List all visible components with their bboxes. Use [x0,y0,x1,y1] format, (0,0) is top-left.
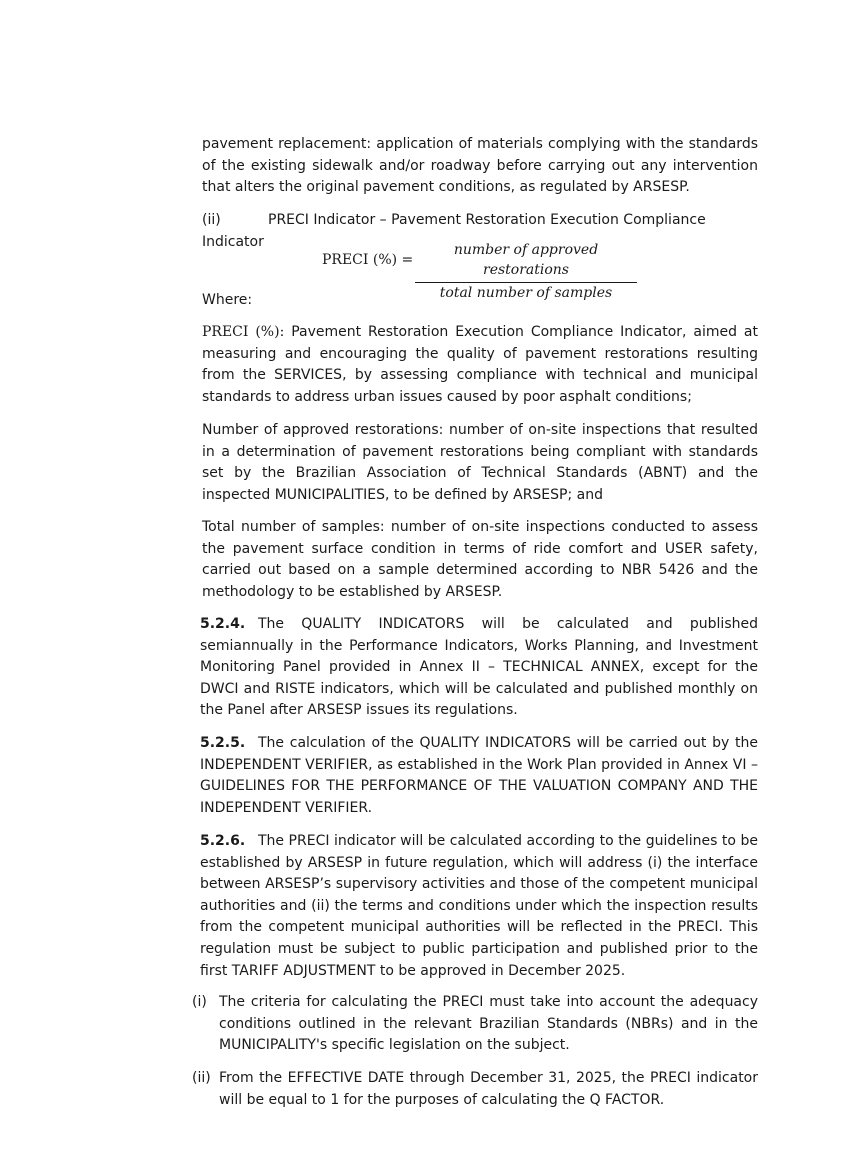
indicator-heading-number: (ii) [202,212,221,228]
list-item-text: The criteria for calculating the PRECI must take into account the adequacy conditions outlined in the relevant Brazilian Standards (NBRs) and in the MUNICIPALITY's specific legislation on the subject. [219,994,758,1054]
list-item-i [192,992,758,1057]
where-label: Where: [202,292,253,308]
section-number: 5.2.6. [200,833,246,849]
intro-paragraph: pavement replacement: application of materials complying with the standards of the existing sidewalk and/or roadway before carrying out any intervention that alters the original pavement conditions, as regulated by ARSESP. [202,136,758,196]
definition-preci-text: Pavement Restoration Execution Compliance Indicator, aimed at measuring and encouraging the quality of pavement restorations resulting from the SERVICES, by assessing compliance with technical and municipal standards to address urban issues caused by poor asphalt conditions; [202,324,758,405]
list-item-ii [192,1068,758,1111]
indicator-heading-title: PRECI Indicator – Pavement Restoration Execution Compliance Indicator [202,212,706,250]
section-text: The calculation of the QUALITY INDICATORS will be carried out by the INDEPENDENT VERIFIER, as established in the Work Plan provided in Annex VI – GUIDELINES FOR THE PERFORMANCE OF THE VALUATION COMPANY AND THE INDEPENDENT VERIFIER. [200,735,758,816]
formula-denominator: total number of samples [439,285,613,301]
definition-preci [202,322,758,408]
definition-preci-term: PRECI (%): [202,324,285,340]
section-text: The PRECI indicator will be calculated according to the guidelines to be established by ARSESP in future regulation, which will address (i) the interface between ARSESP’s supervisory activities and those of the competent municipal authorities and (ii) the terms and conditions under which the inspection results from the competent municipal authorities will be reflected in the PRECI. This regulation must be subject to public participation and published prior to the first TARIFF ADJUSTMENT to be approved in December 2025. [200,833,758,979]
section-5-2-4 [200,614,758,722]
section-number: 5.2.5. [200,735,246,751]
section-text: The QUALITY INDICATORS will be calculated and published semiannually in the Performance Indicators, Works Planning, and Investment Monitoring Panel provided in Annex II – TECHNICAL ANNEX, except for the DWCI and RISTE indicators, which will be calculated and published monthly on the Panel after ARSESP issues its regulations. [200,616,758,719]
definition-total-samples: Total number of samples: number of on-site inspections conducted to assess the pavement surface condition in terms of ride comfort and USER safety, carried out based on a sample determined according to NBR 5426 and the methodology to be established by ARSESP. [202,519,758,600]
definition-approved-restorations: Number of approved restorations: number of on-site inspections that resulted in a determination of pavement restorations being compliant with standards set by the Brazilian Association of Technical Standards (ABNT) and the inspected MUNICIPALITIES, to be defined by ARSESP; and [202,422,758,503]
section-5-2-6 [200,831,758,982]
list-marker: (i) [192,994,207,1010]
section-5-2-5 [200,733,758,819]
section-number: 5.2.4. [200,616,246,632]
list-marker: (ii) [192,1070,211,1086]
list-item-text: From the EFFECTIVE DATE through December 31, 2025, the PRECI indicator will be equal to 1 for the purposes of calculating the Q FACTOR. [219,1070,758,1108]
formula-lhs: PRECI (%) = [322,252,414,268]
formula-numerator: number of approved restorations [415,240,637,283]
